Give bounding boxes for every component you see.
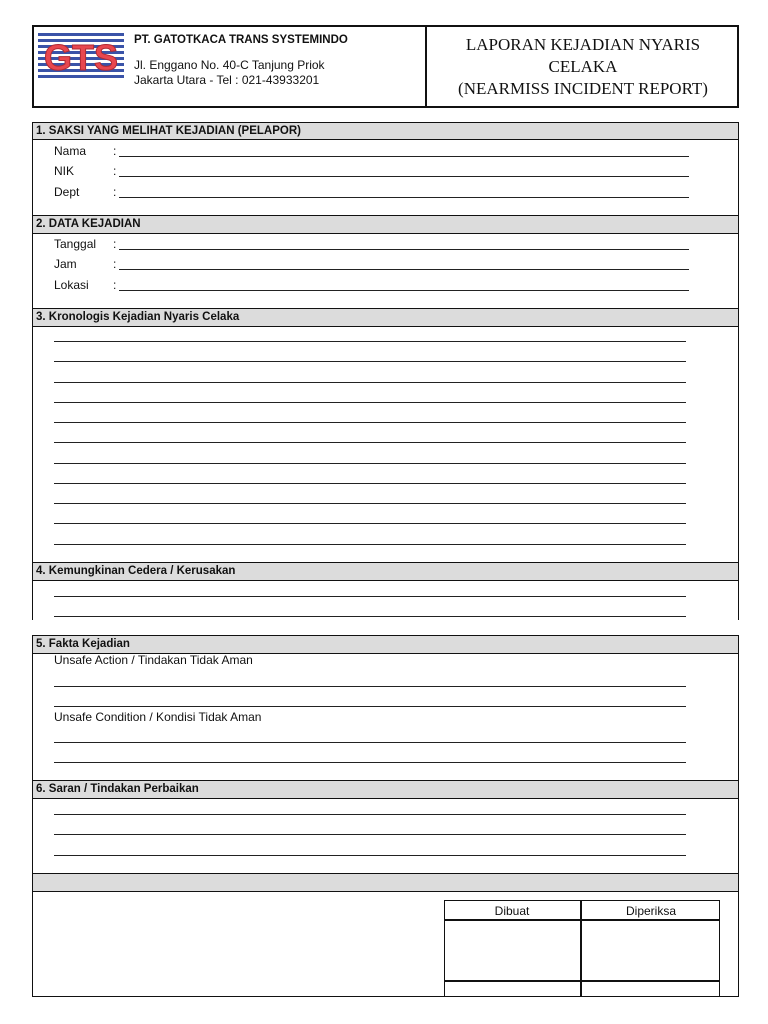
section-6-title: 6. Saran / Tindakan Perbaikan — [36, 783, 199, 795]
unsafe-condition-line[interactable] — [54, 742, 686, 743]
signature-diperiksa: Diperiksa — [625, 904, 676, 918]
colon: : — [113, 164, 117, 178]
unsafe-condition-label: Unsafe Condition / Kondisi Tidak Aman — [54, 710, 262, 724]
signature-header-bar — [33, 873, 738, 892]
jam-field[interactable] — [119, 269, 689, 270]
colon: : — [113, 237, 117, 251]
section-4-header — [33, 562, 738, 581]
colon: : — [113, 144, 117, 158]
signature-box-diperiksa[interactable] — [582, 921, 719, 979]
field-label-tanggal: Tanggal — [54, 237, 97, 251]
section-1-title: 1. SAKSI YANG MELIHAT KEJADIAN (PELAPOR) — [36, 125, 301, 137]
company-name: PT. GATOTKACA TRANS SYSTEMINDO — [134, 34, 348, 46]
section-4-title: 4. Kemungkinan Cedera / Kerusakan — [36, 565, 236, 577]
title-line-1: LAPORAN KEJADIAN NYARIS — [465, 35, 701, 54]
nik-field[interactable] — [119, 176, 689, 177]
kronologis-line[interactable] — [54, 422, 686, 423]
section-5-header — [33, 636, 738, 654]
section-2-title: 2. DATA KEJADIAN — [36, 218, 141, 230]
unsafe-action-label: Unsafe Action / Tindakan Tidak Aman — [54, 653, 253, 667]
field-label-dept: Dept — [54, 185, 80, 199]
kronologis-line[interactable] — [54, 382, 686, 383]
section-2-header — [33, 215, 738, 234]
signature-dibuat: Dibuat — [494, 904, 530, 918]
kronologis-line[interactable] — [54, 523, 686, 524]
field-label-nik: NIK — [54, 164, 75, 178]
dept-field[interactable] — [119, 197, 689, 198]
kronologis-line[interactable] — [54, 361, 686, 362]
nama-field[interactable] — [119, 156, 689, 157]
tanggal-field[interactable] — [119, 249, 689, 250]
colon: : — [113, 185, 117, 199]
company-logo — [38, 32, 124, 78]
section-6-header — [33, 780, 738, 799]
saran-line[interactable] — [54, 814, 686, 815]
kronologis-line[interactable] — [54, 463, 686, 464]
section-1-header — [32, 122, 739, 140]
title-line-2: CELAKA — [548, 57, 618, 76]
saran-line[interactable] — [54, 855, 686, 856]
saran-line[interactable] — [54, 834, 686, 835]
section-3-header — [33, 308, 738, 327]
kronologis-line[interactable] — [54, 402, 686, 403]
unsafe-action-line[interactable] — [54, 706, 686, 707]
lokasi-field[interactable] — [119, 290, 689, 291]
kemungkinan-line[interactable] — [54, 596, 686, 597]
kronologis-line[interactable] — [54, 503, 686, 504]
field-label-jam: Jam — [54, 257, 77, 271]
kronologis-line[interactable] — [54, 341, 686, 342]
title-line-3: (NEARMISS INCIDENT REPORT) — [458, 79, 708, 98]
field-label-lokasi: Lokasi — [54, 278, 89, 292]
kemungkinan-line[interactable] — [54, 616, 686, 617]
section-3-title: 3. Kronologis Kejadian Nyaris Celaka — [36, 311, 240, 323]
address-line-1: Jl. Enggano No. 40-C Tanjung Priok — [134, 58, 325, 72]
kronologis-line[interactable] — [54, 442, 686, 443]
company-address — [134, 58, 325, 88]
signature-box-dibuat[interactable] — [446, 921, 579, 979]
unsafe-condition-line[interactable] — [54, 762, 686, 763]
field-label-nama: Nama — [54, 144, 87, 158]
unsafe-action-line[interactable] — [54, 686, 686, 687]
kronologis-line[interactable] — [54, 483, 686, 484]
address-line-2: Jakarta Utara - Tel : 021-43933201 — [134, 73, 320, 87]
colon: : — [113, 257, 117, 271]
logo-text: GTS — [43, 37, 119, 78]
signature-divider-h2 — [444, 980, 720, 982]
kronologis-line[interactable] — [54, 544, 686, 545]
section-5-title: 5. Fakta Kejadian — [36, 638, 130, 650]
colon: : — [113, 278, 117, 292]
report-title — [427, 34, 739, 100]
